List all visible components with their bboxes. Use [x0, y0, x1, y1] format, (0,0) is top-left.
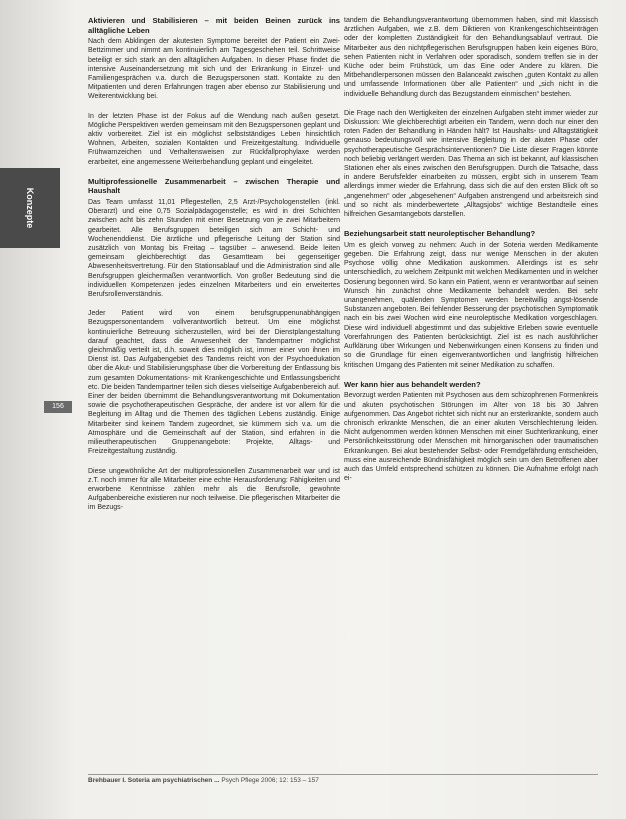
section-label: Konzepte [25, 187, 35, 229]
paragraph: In der letzten Phase ist der Fokus auf die Wendung nach außen gesetzt. Mögliche Perspektiven werden gemeinsam mit den Bezugspersonen geplant und aktiv vorbereitet. Ziel ist ein möglichst selbstständiges Leben hinsichtlich Wohnen, Arbeiten, sozialen Kontakten und Freizeitgestaltung. Individuelle Frühwarnzeichen und Verhaltensweisen zur Rückfallprophylaxe werden erarbeitet, eine angemessene Weiterbehandlung geplant und eingeleitet. [88, 112, 340, 166]
heading-zusammenarbeit: Multiprofessionelle Zusammenarbeit – zwischen Therapie und Haushalt [88, 176, 340, 196]
paragraph: Jeder Patient wird von einem berufsgruppenunabhängigen Bezugspersonentandem vollverantwortlich betreut. Um eine möglichst kontinuierliche Betreuung sicherzustellen, wird bei der Dienstplangestaltung darauf geachtet, dass die Anwesenheit der Tandempartner möglichst gleichmäßig verteilt ist, d.h. soweit dies möglich ist, immer einer von ihnen im Dienst ist. Das Aufgabengebiet des Tandems reicht von der Psychoedukation über die Akut- und Stabilisierungsphase über die Vorbereitung der Entlassung bis zum gesamten Dokumentations- mit Krankengeschichte und Entlassungsbericht etc. Die beiden Tandempartner teilen sich dieses vielseitige Aufgabenbereich auf. Einer der beiden übernimmt die Behandlungsverantwortung mit Dokumentation sowie die psychotherapeutischen Gespräche, der andere ist vor allem für die Begleitung im Alltag und die Themen des täglichen Lebens zuständig. Einige Mitarbeiter sind keinem Tandem zugeordnet, sie kümmern sich v.a. um die Atmosphäre und die Gemeinschaft auf der Station, sind erfahren in die milieutherapeutischen Gruppenangebote: Projekte, Alltags- und Freizeitgestaltung zuständig. [88, 310, 340, 456]
page-number: 156 [44, 401, 72, 413]
paragraph: tandem die Behandlungsverantwortung übernommen haben, sind mit klassisch ärztlichen Aufgaben, wie z.B. dem Diktieren von Krankengeschichtseinträgen oder der kompletten Zuständigkeit für den Behandlungsablauf vertraut. Die Mitarbeiter aus den nichtpflegerischen Berufsgruppen haben kein eigenes Büro, sehen Patienten nicht in Verfahren oder sporadisch, sondern treffen sie in der Küche oder beim Frühstück, um das Eine oder Andere zu klären. Die Mitbehandlerpersonen müssen den Balanceakt zwischen „guten Kontakt zu allen und umfassende Informationen über alle Patienten“ und „sich nicht in die individuelle Behandlung durch das Bezugstandem einmischen“ bestehen. [344, 17, 598, 98]
footer-authors: Brehbauer I. Soteria am psychiatrischen ... [88, 777, 220, 784]
page-footer [88, 774, 598, 787]
heading-aktivieren: Aktivieren und Stabilisieren – mit beiden Beinen zurück ins alltägliche Leben [88, 16, 340, 35]
paragraph: Nach dem Abklingen der akutesten Symptome bereitet der Patient ein Zwei-Bettzimmer und nimmt am kontinuierlich am Tagesgeschehen teil. Schrittweise beteiligt er sich stark an den alltäglichen Aufgaben. In dieser Phase findet die intensive Auseinandersetzung mit sich und der Erkrankung in Einzel- und Familiengesprächen v.a. durch die Bezugspersonen statt. Kontakte zu den Mitpatienten und deren Erfahrungen tragen aber ebenso zur Stabilisierung und Weiterentwicklung bei. [88, 38, 340, 101]
paragraph: Bevorzugt werden Patienten mit Psychosen aus dem schizophrenen Formenkreis und akuten psychotischen Störungen im Alter von 18 bis 30 Jahren aufgenommen. Das Angebot richtet sich nicht nur an ersterkrankte, sondern auch chronisch erkrankte Menschen, die an einer akuten Verschlechterung leiden. Nicht aufgenommen werden können Menschen mit einer Suchterkrankung, einer Persönlichkeitsstörung oder Menschen mit hirnorganischen oder traumatischen Erkrankungen. Bei akut bestehender Selbst- oder Fremdgefährdung entscheiden, muss eine ausreichende Bündnisfähigkeit möglich sein um den Betroffenen aber auch das Umfeld entsprechend schützen zu können. Die Aufnahme erfolgt nach ei- [344, 392, 598, 483]
heading-beziehungsarbeit: Beziehungsarbeit statt neuroleptischer Behandlung? [344, 229, 536, 239]
right-column [344, 16, 598, 493]
left-column [88, 16, 340, 523]
paragraph: Um es gleich vorweg zu nehmen: Auch in der Soteria werden Medikamente gegeben. Die Erfahrung zeigt, dass nur wenige Menschen in der akuten Psychose völlig ohne Medikation auskommen. Allerdings ist es sehr unterschiedlich, zu welchem Zeitpunkt mit welchen Medikamenten und in welcher Dosierung begonnen wird. So kann ein Patient, wenn er verantwortbar auf seinen Wunsch hin zunächst ohne Medikamente behandelt werden. Bei sehr unangenehmen, quälenden Symptomen werden bereitwillig angst-lösende Substanzen angeboten. Bei fehlender Besserung der psychotischen Symptomatik nach ein bis zwei Wochen wird eine neuroleptische Medikation vorgeschlagen. Diese wird individuell abgestimmt und das subjektive Erleben sowie eventuelle Vorerfahrungen des Patienten berücksichtigt. Ziel ist es nach ausführlicher Aufklärung über Wirkungen und Nebenwirkungen einen Konsens zu finden und so die Grundlage für einen eigenverantwortlichen und langfristig hilfreichen kritischen Umgang des Patienten mit seiner Medikation zu schaffen. [344, 241, 598, 369]
paragraph: Die Frage nach den Wertigkeiten der einzelnen Aufgaben steht immer wieder zur Diskussion: Wie gleichberechtigt arbeiten ein Tandem, wenn doch nur einer den roten Faden der Behandlung in Händen hält? Ist Haushalts- und Alltagstätigkeit genauso bedeutungsvoll wie intensive Begleitung in der akuten Phase oder psychotherapeutische Gesprächsinterventionen? Die Liste dieser Fragen könnte noch beliebig verlängert werden. Das Thema an sich ist bekannt, auf klassischen Stationen eher als eines zwischen den Berufsgruppen. Durch die Tatsache, dass in andere Berufsfelder einarbeiten zu müssen, ergibt sich in unserem Team allerdings immer wieder die Erfahrung, dass sich die auf den ersten Blick oft so „angenehmen“ oder „abgesehenen“ Aufgaben anstrengend und arbeitsreich sind und so nicht als minderbewertete „Alltagsjobs“ wichtige Bestandteile eines hilfreichen Gesamtangebots darstellen. [344, 109, 598, 219]
paragraph: Diese ungewöhnliche Art der multiprofessionellen Zusammenarbeit war und ist z.T. noch immer für alle Mitarbeiter eine echte Herausforderung: Fähigkeiten und erworbene Kenntnisse zählen mehr als die Berufsrolle, gewohnte Aufgabenbereiche existieren nur noch teilweise. Die pflegerischen Mitarbeiter die im Bezugs- [88, 467, 340, 512]
footer-journal: Psych Pflege 2006; 12: 153 – 157 [221, 777, 319, 784]
paragraph: Das Team umfasst 11,01 Pflegestellen, 2,5 Arzt-/Psychologenstellen (inkl. Oberarzt) und eine 0,75 Sozialpädagogenstelle; es wird in drei Schichten zwischen acht bis zehn Stunden mit einer Besetzung von je zwei Mitarbeitern gearbeitet. Alle Berufsgruppen beteiligen sich am Schicht- und Wochenenddienst. Die ärztliche und pflegerische Leitung der Station sind zusätzlich von Montag bis Freitag – tagsüber – anwesend. Beide leiten gemeinsam gleichberechtigt das Gesamtteam bei gegenseitiger Abwesenheitsvertretung. Für den Stationsablauf und die Administration sind alle Berufsgruppen gleichermaßen verantwortlich. Von großer Bedeutung sind die individuellen Kompetenzen jedes einzelnen Mitarbeiters und ein erweitertes Berufsrollenverständnis. [88, 199, 340, 299]
heading-wer-kann: Wer kann hier aus behandelt werden? [344, 379, 481, 389]
